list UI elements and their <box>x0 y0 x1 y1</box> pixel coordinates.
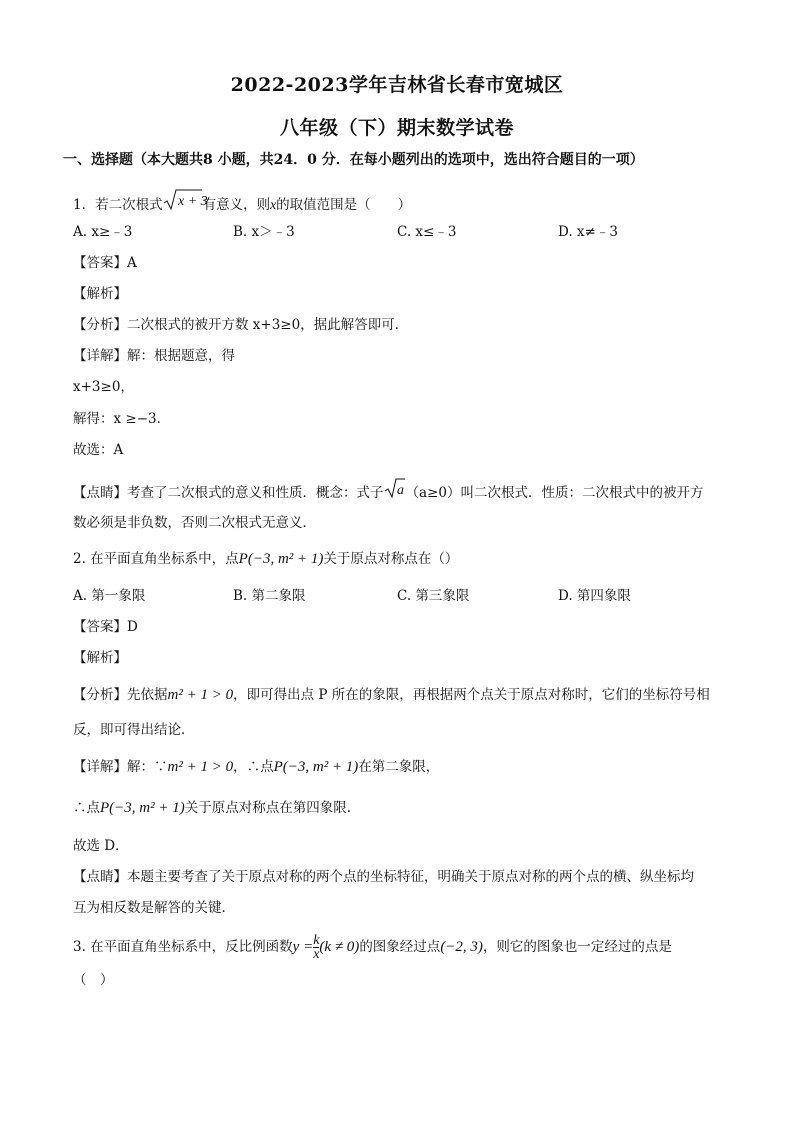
q2-answer: 【答案】D <box>73 619 138 635</box>
q1-detail: 【详解】解：根据题意，得 <box>73 348 235 364</box>
q2-comment-line1: 【点睛】本题主要考查了关于原点对称的两个点的坐标特征，明确关于原点对称的两个点的横、纵坐标均 <box>73 869 694 885</box>
q2-analysis-line2: 反，即可得出结论． <box>73 722 195 738</box>
q1-choice: 故选：A <box>73 442 124 458</box>
q1-comment-line2: 数必须是非负数，否则二次根式无意义． <box>73 515 316 531</box>
q1-answer: 【答案】A <box>73 255 137 271</box>
fraction-k-over-x: $\frac{k}{x}$ <box>313 933 320 962</box>
q1-analysis: 【分析】二次根式的被开方数 x+3≥0，据此解答即可． <box>73 317 409 333</box>
sqrt-x-plus-3 <box>163 188 208 218</box>
q2-detail-line2: ∴点P(−3, m² + 1)关于原点对称点在第四象限. <box>73 800 352 816</box>
q2-option-d: D. 第四象限 <box>558 588 631 604</box>
question-3-stem: 3. 在平面直角坐标系中，反比例函数y = $\frac{k}{x}$ (k ≠ 0)的图象经过点(−2, 3)，则它的图象也一定经过的点是 <box>73 933 672 962</box>
q1-jiexi-label: 【解析】 <box>73 286 127 302</box>
q2-comment-line2: 互为相反数是解答的关键． <box>73 900 235 916</box>
q1-step-2: 解得：x ≥−3． <box>73 411 171 427</box>
q1-comment-line1: 【点睛】考查了二次根式的意义和性质．概念：式子 a （a≥0）叫二次根式．性质：二次根式中的被开方 <box>73 476 703 506</box>
q2-detail-line1: 【详解】解：∵m² + 1 > 0，∴点P(−3, m² + 1)在第二象限， <box>73 759 440 775</box>
q1-option-d: D. x≠﹣3 <box>558 224 618 240</box>
exam-title-line1: 2022-2023学年吉林省长春市宽城区 <box>230 74 564 96</box>
q2-option-a: A. 第一象限 <box>73 588 146 604</box>
q2-choice: 故选 D． <box>73 838 129 854</box>
q1-option-b: B. x＞﹣3 <box>233 224 295 240</box>
q2-jiexi-label: 【解析】 <box>73 650 127 666</box>
q1-option-a: A. x≥﹣3 <box>73 224 133 240</box>
svg-text:x + 3: x + 3 <box>177 194 208 209</box>
q1-step-1: x+3≥0， <box>73 379 134 395</box>
sqrt-a <box>384 476 406 506</box>
q3-blank-paren: （ ） <box>73 972 114 988</box>
exam-title-line2: 八年级（下）期末数学试卷 <box>279 117 514 139</box>
question-2-stem: 2. 在平面直角坐标系中，点P(−3, m² + 1)关于原点对称点在（） <box>73 551 459 567</box>
q2-option-b: B. 第二象限 <box>233 588 306 604</box>
point-p-expression: P(−3, m² + 1) <box>238 551 324 567</box>
question-1-stem: 1．若二次根式 x + 3 有意义，则x的取值范围是（ ） <box>73 188 411 218</box>
svg-text:a: a <box>396 483 404 498</box>
q2-option-c: C. 第三象限 <box>397 588 470 604</box>
q1-option-c: C. x≤﹣3 <box>397 224 457 240</box>
section-heading: 一、选择题（本大题共8 小题，共24．0 分．在每小题列出的选项中，选出符合题目的一项） <box>63 152 644 168</box>
q2-analysis-line1: 【分析】先依据m² + 1 > 0，即可得出点 P 所在的象限，再根据两个点关于原点对称时，它们的坐标符号相 <box>73 687 710 703</box>
